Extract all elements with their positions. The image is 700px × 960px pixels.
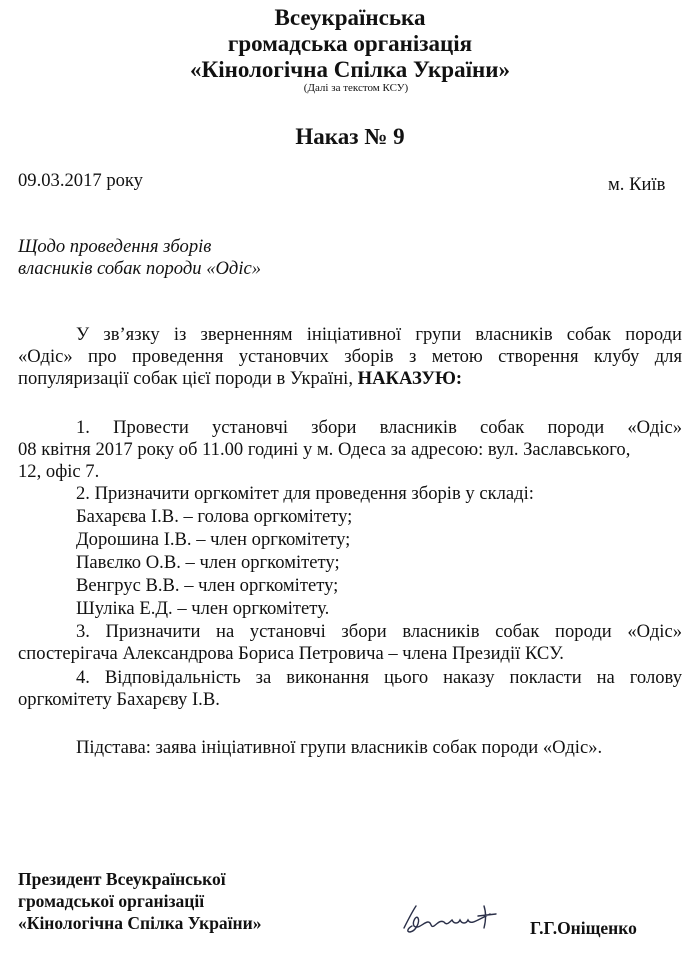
intro-line2: «Одіс» про проведення установчих зборів з метою створення клубу для [18,346,682,367]
committee-member: Шуліка Е.Д. – член оргкомітету. [76,598,330,619]
committee-member: Павєлко О.В. – член оргкомітету; [76,552,340,573]
document-title: Наказ № 9 [295,124,405,149]
subject-line2: власників собак породи «Одіс» [18,258,262,279]
committee-member: Дорошина І.В. – член оргкомітету; [76,529,351,550]
document-city: м. Київ [608,174,666,195]
item4-line1: 4. Відповідальність за виконання цього наказу покласти на голову [76,667,682,688]
org-name-line1: Всеукраїнська [274,5,426,30]
signatory-name: Г.Г.Оніщенко [530,918,637,938]
item2-line1: 2. Призначити оргкомітет для проведення зборів у складі: [76,483,534,504]
item3-line2: спостерігача Александрова Бориса Петровича – члена Президії КСУ. [18,643,564,664]
intro-line1: У зв’язку із зверненням ініціативної групи власників собак породи [76,324,682,345]
committee-member: Бахарєва І.В. – голова оргкомітету; [76,506,353,527]
document-date: 09.03.2017 року [18,170,143,191]
intro-line3-text: популяризації собак цієї породи в Україні, [18,368,358,389]
signatory-title-line1: Президент Всеукраїнської [18,869,226,889]
committee-member: Венгрус В.В. – член оргкомітету; [76,575,339,596]
item1-line2: 08 квітня 2017 року об 11.00 годині у м. Одеса за адресою: вул. Заславського, [18,439,631,460]
org-abbreviation-note: (Далі за текстом КСУ) [303,82,409,94]
intro-line3 [18,368,462,390]
item1-line3: 12, офіс 7. [18,461,100,482]
order-keyword: НАКАЗУЮ: [357,368,463,389]
subject-line1: Щодо проведення зборів [18,236,212,257]
item1-line1: 1. Провести установчі збори власників собак породи «Одіс» [76,417,682,438]
item3-line1: 3. Призначити на установчі збори власників собак породи «Одіс» [76,621,682,642]
handwritten-signature [398,898,508,940]
org-name-line3: «Кінологічна Спілка України» [190,57,510,82]
signatory-title-line3: «Кінологічна Спілка України» [18,913,262,933]
basis-statement: Підстава: заява ініціативної групи власників собак породи «Одіс». [76,737,603,758]
org-name-line2: громадська організація [227,31,473,56]
item4-line2: оргкомітету Бахарєву І.В. [18,689,220,710]
signatory-title-line2: громадської організації [18,891,205,911]
